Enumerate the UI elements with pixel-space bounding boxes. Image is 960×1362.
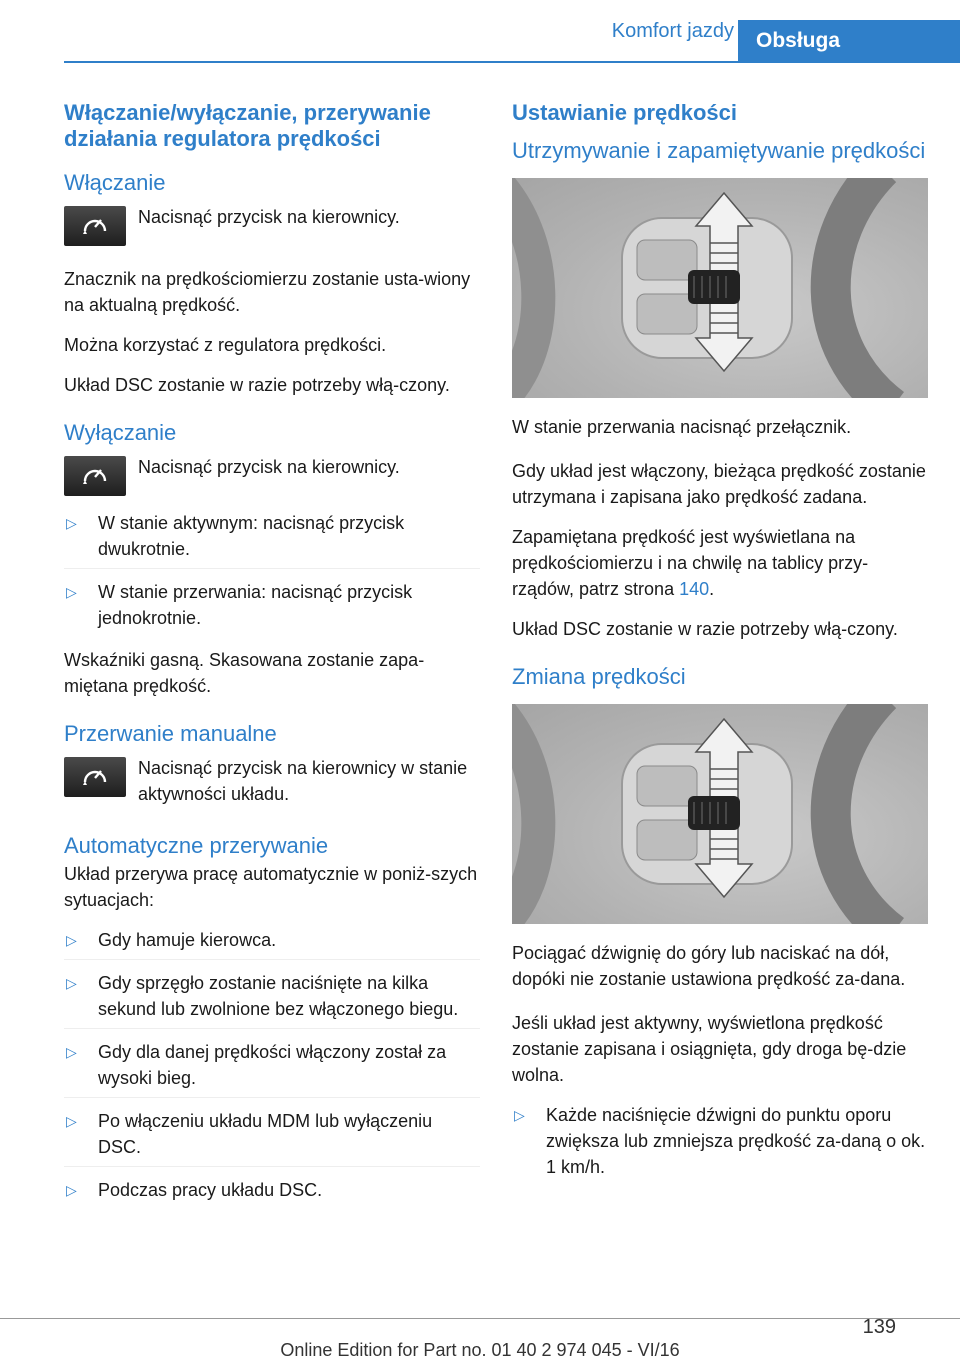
header-section-title: Komfort jazdy — [611, 20, 734, 42]
triangle-right-icon: ▷ — [66, 1113, 77, 1129]
heading-off: Wyłączanie — [64, 420, 177, 445]
heading-change: Zmiana prędkości — [512, 664, 686, 689]
page-header — [0, 0, 960, 62]
heading-auto: Automatyczne przerywanie — [64, 833, 329, 858]
cruise-control-button-icon — [64, 757, 126, 797]
section-title-on-off: Włączanie/wyłączanie, przerywanie działania regulatora prędkości — [64, 100, 431, 151]
triangle-right-icon: ▷ — [514, 1107, 525, 1123]
off-list — [64, 510, 480, 637]
button-instruction-on — [64, 204, 480, 246]
list-item: ▷ Gdy dla danej prędkości włączony został za wysoki bieg. — [64, 1039, 480, 1098]
list-item: ▷ W stanie przerwania: nacisnąć przycisk jednokrotnie. — [64, 579, 480, 637]
edition-footer: Online Edition for Part no. 01 40 2 974 045 - VI/16 — [280, 1340, 680, 1360]
footer-rule — [0, 1318, 960, 1319]
steering-wheel-lever-photo — [512, 178, 928, 398]
paragraph: Wskaźniki gasną. Skasowana zostanie zapa‐miętana prędkość. — [64, 650, 425, 696]
heading-manual: Przerwanie manualne — [64, 721, 277, 746]
triangle-right-icon: ▷ — [66, 515, 77, 531]
cruise-control-button-icon — [64, 456, 126, 496]
paragraph: Znacznik na prędkościomierzu zostanie usta‐wiony na aktualną prędkość. — [64, 269, 471, 315]
list-item: ▷ Gdy hamuje kierowca. — [64, 927, 480, 960]
paragraph: Pociągać dźwignię do góry lub naciskać na dół, dopóki nie zostanie ustawiona prędkość za‐dana. — [512, 943, 906, 989]
paragraph: Układ przerywa pracę automatycznie w poniż‐szych sytuacjach: — [64, 864, 478, 910]
list-item: ▷ Każde naciśnięcie dźwigni do punktu oporu zwiększa lub zmniejsza prędkość za‐daną o ok. 1 km/h. — [512, 1102, 928, 1186]
change-list — [512, 1102, 928, 1186]
paragraph: Układ DSC zostanie w razie potrzeby włą‐czony. — [64, 375, 450, 395]
auto-list — [64, 927, 480, 1209]
triangle-right-icon: ▷ — [66, 1182, 77, 1198]
button-text-on: Nacisnąć przycisk na kierownicy. — [138, 207, 400, 227]
page-number: 139 — [862, 1316, 896, 1338]
heading-on: Włączanie — [64, 170, 166, 195]
paragraph: Można korzystać z regulatora prędkości. — [64, 335, 387, 355]
right-column — [512, 100, 928, 1196]
triangle-right-icon: ▷ — [66, 975, 77, 991]
cruise-control-button-icon — [64, 206, 126, 246]
paragraph: W stanie przerwania nacisnąć przełącznik. — [512, 417, 852, 437]
triangle-right-icon: ▷ — [66, 584, 77, 600]
triangle-right-icon: ▷ — [66, 1044, 77, 1060]
list-item: ▷ Po włączeniu układu MDM lub wyłączeniu DSC. — [64, 1108, 480, 1167]
section-title-speed: Ustawianie prędkości — [512, 100, 737, 125]
paragraph-with-link: Zapamiętana prędkość jest wyświetlana na prędkościomierzu i na chwilę na tablicy przy‐rządów, patrz strona 140. — [512, 527, 869, 599]
button-text-manual: Nacisnąć przycisk na kierownicy w stanie aktywności układu. — [138, 758, 468, 804]
header-rule — [64, 61, 960, 63]
header-chapter-tab: Obsługa — [738, 20, 960, 62]
paragraph: Układ DSC zostanie w razie potrzeby włą‐czony. — [512, 619, 898, 639]
list-item: ▷ Gdy sprzęgło zostanie naciśnięte na kilka sekund lub zwolnione bez włączonego biegu. — [64, 970, 480, 1029]
list-item: ▷ W stanie aktywnym: nacisnąć przycisk dwukrotnie. — [64, 510, 480, 569]
paragraph: Gdy układ jest włączony, bieżąca prędkość zostanie utrzymana i zapisana jako prędkość zadana. — [512, 461, 926, 507]
triangle-right-icon: ▷ — [66, 932, 77, 948]
page-link[interactable]: 140 — [679, 579, 710, 599]
list-item: ▷ Podczas pracy układu DSC. — [64, 1177, 480, 1209]
paragraph: Jeśli układ jest aktywny, wyświetlona prędkość zostanie zapisana i osiągnięta, gdy droga bę‐dzie wolna. — [512, 1013, 907, 1085]
heading-hold: Utrzymywanie i zapamiętywanie prędkości — [512, 138, 926, 163]
button-text-off: Nacisnąć przycisk na kierownicy. — [138, 457, 400, 477]
button-instruction-off — [64, 454, 480, 496]
steering-wheel-lever-photo — [512, 704, 928, 924]
button-instruction-manual — [64, 755, 480, 807]
left-column — [64, 100, 480, 1219]
